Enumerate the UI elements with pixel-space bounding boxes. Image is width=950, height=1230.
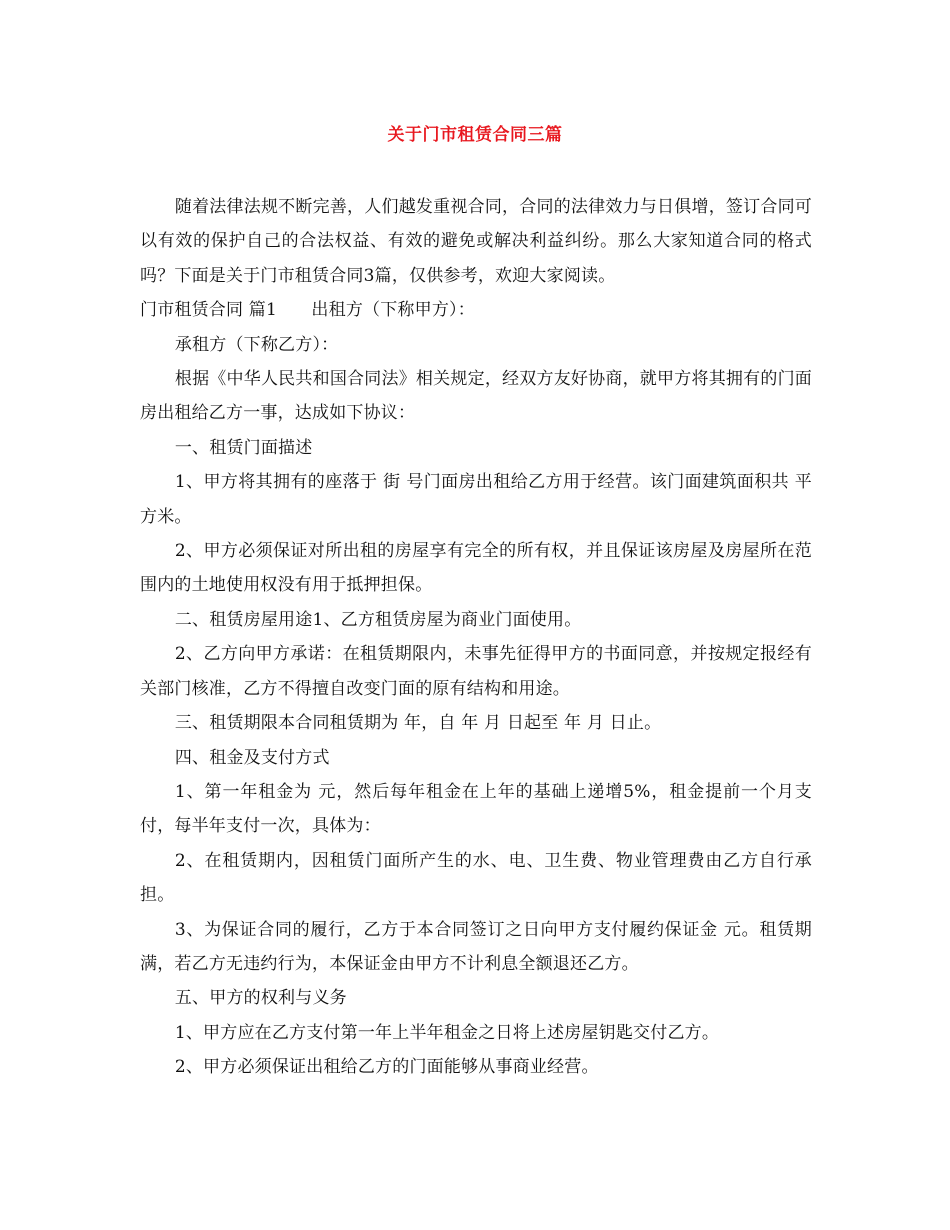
paragraph: 1、甲方应在乙方支付第一年上半年租金之日将上述房屋钥匙交付乙方。 (174, 1022, 720, 1043)
document-body (140, 190, 812, 1085)
section-heading: 五、甲方的权利与义务 (174, 988, 347, 1009)
paragraph: 承租方（下称乙方）： (174, 334, 339, 355)
section-heading: 四、租金及支付方式 (174, 747, 330, 768)
paragraph: 门市租赁合同 篇1 出租方（下称甲方）： (140, 300, 475, 321)
paragraph: 三、租赁期限本合同租赁期为 年，自 年 月 日起至 年 月 日止。 (174, 713, 662, 734)
paragraph: 2、甲方必须保证对所出租的房屋享有完全的所有权，并且保证该房屋及房屋所在范围内的土地使用权没有用于抵押担保。 (140, 541, 812, 596)
paragraph: 2、甲方必须保证出租给乙方的门面能够从事商业经营。 (174, 1057, 599, 1078)
section-heading: 一、租赁门面描述 (174, 437, 313, 458)
paragraph: 2、乙方向甲方承诺：在租赁期限内，未事先征得甲方的书面同意，并按规定报经有关部门核准，乙方不得擅自改变门面的原有结构和用途。 (140, 644, 812, 699)
paragraph: 2、在租赁期内，因租赁门面所产生的水、电、卫生费、物业管理费由乙方自行承担。 (140, 850, 812, 906)
paragraph: 根据《中华人民共和国合同法》相关规定，经双方友好协商，就甲方将其拥有的门面房出租给乙方一事，达成如下协议： (140, 369, 812, 424)
document-title: 关于门市租赁合同三篇 (387, 125, 563, 145)
paragraph: 3、为保证合同的履行，乙方于本合同签订之日向甲方支付履约保证金 元。租赁期满，若乙方无违约行为，本保证金由甲方不计利息全额退还乙方。 (140, 919, 812, 974)
paragraph: 随着法律法规不断完善，人们越发重视合同，合同的法律效力与日俱增，签订合同可以有效的保护自己的合法权益、有效的避免或解决利益纠纷。那么大家知道合同的格式吗？下面是关于门市租赁合同3篇，仅供参考，欢迎大家阅读。 (140, 197, 812, 286)
paragraph: 1、第一年租金为 元，然后每年租金在上年的基础上递增5%，租金提前一个月支付，每半年支付一次，具体为： (140, 781, 812, 837)
paragraph: 二、租赁房屋用途1、乙方租赁房屋为商业门面使用。 (174, 609, 582, 630)
paragraph: 1、甲方将其拥有的座落于 街 号门面房出租给乙方用于经营。该门面建筑面积共 平方米。 (140, 472, 812, 527)
